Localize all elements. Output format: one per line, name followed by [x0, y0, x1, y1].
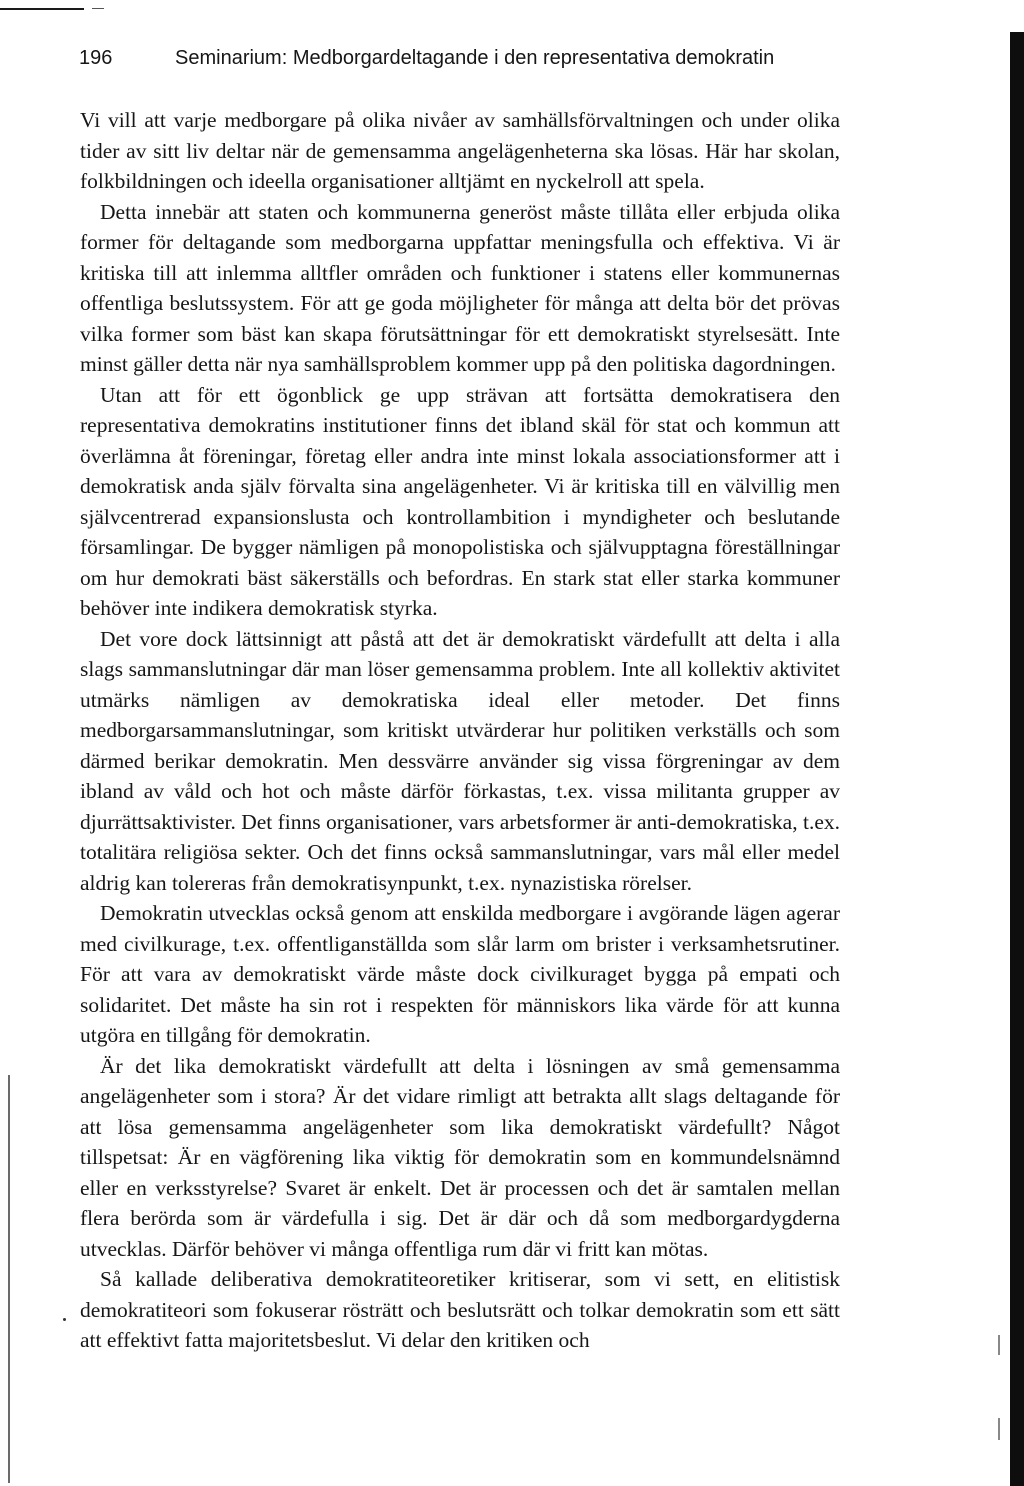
paragraph: Utan att för ett ögonblick ge upp strävan att fortsätta demokratisera den representativa demokratins institutioner finns det ibland skäl för stat och kommun att överlämna åt föreningar, företag eller andra inte minst lokala associationsformer att i demokratisk anda själv förvalta sina angelägenheter. Vi är kritiska till en välvillig men självcentrerad expansionslusta och kontrollambition i myndigheter och beslutande församlingar. De bygger nämligen på monopolistiska och självupptagna föreställningar om hur demokrati bäst säkerställs och befordras. En stark stat eller starka kommuner behöver inte indikera demokratisk styrka. [80, 382, 840, 620]
paragraph: Vi vill att varje medborgare på olika nivåer av samhällsförvaltningen och under olika tider av sitt liv deltar när de gemensamma angelägenheterna ska lösas. Här har skolan, folkbildningen och ideella organisationer alltjämt en nyckelroll att spela. [80, 108, 840, 193]
left-margin-mark [8, 1075, 10, 1483]
paragraph: Detta innebär att staten och kommunerna generöst måste tillåta eller erbjuda olika former för deltagande som medborgarna uppfattar meningsfulla och effektiva. Vi är kritiska till att inlemma alltfler områden och funktioner i statens eller kommunernas offentliga beslutssystem. För att ge goda möjligheter för många att delta bör det prövas vilka former som bäst kan skapa förutsättningar för ett demokratiskt styrelsesätt. Inte minst gäller detta när nya samhällsproblem kommer upp på den politiska dagordningen. [80, 199, 840, 376]
body-text [80, 105, 840, 1356]
paragraph: Det vore dock lättsinnigt att påstå att det är demokratiskt värdefullt att delta i alla slags sammanslutningar där man löser gemensamma problem. Inte all kollektiv aktivitet utmärks nämligen av demokratiska ideal eller metoder. Det finns medborgarsammanslutningar, som kritiskt utvärderar hur politiken verkställs och som därmed berikar demokratin. Men dessvärre använder sig vissa förgreningar av dem ibland av våld och hot och måste därför förkastas, t.ex. vissa militanta grupper av djurrättsaktivister. Det finns organisationer, vars arbetsformer är anti-demokratiska, t.ex. totalitära religiösa sekter. Och det finns också sammanslutningar, vars mål eller medel aldrig kan tolereras från demokratisynpunkt, t.ex. nynazistiska rörelser. [80, 626, 840, 895]
margin-dot [63, 1318, 66, 1321]
page-number: 196 [79, 47, 113, 69]
scan-edge-shadow [1010, 32, 1024, 1486]
running-header [79, 45, 774, 71]
paragraph: Är det lika demokratiskt värdefullt att delta i lösningen av små gemensamma angelägenheter som i stora? Är det vidare rimligt att betrakta allt slags deltagande för att lösa gemensamma angelägenheter som lika demokratiskt värdefullt? Något tillspetsat: Är en vägförening lika viktig för demokratin som en kommundelsnämnd eller en verksstyrelse? Svaret är enkelt. Det är processen och det är samtalen mellan flera berörda som är värdefulla i sig. Det är där och då som medborgardygderna utvecklas. Därför behöver vi många offentliga rum där vi fritt kan mötas. [80, 1053, 840, 1261]
right-margin-mark [998, 1335, 1000, 1355]
running-title: Seminarium: Medborgardeltagande i den representativa demokratin [175, 47, 775, 69]
top-edge-rule [0, 8, 84, 10]
paragraph: Så kallade deliberativa demokratiteoretiker kritiserar, som vi sett, en elitistisk demokratiteori som fokuserar rösträtt och beslutsrätt och tolkar demokratin som ett sätt att effektivt fatta majoritetsbeslut. Vi delar den kritiken och [80, 1267, 840, 1352]
paragraph: Demokratin utvecklas också genom att enskilda medborgare i avgörande lägen agerar med civilkurage, t.ex. offentliganställda som slår larm om brister i verksamhetsrutiner. För att vara av demokratiskt värde måste dock civilkuraget bygga på empati och solidaritet. Det måste ha sin rot i respekten för människors lika värde för att kunna utgöra en tillgång för demokratin. [80, 901, 840, 1047]
top-edge-rule-short [92, 8, 104, 9]
right-margin-mark [998, 1418, 1000, 1440]
